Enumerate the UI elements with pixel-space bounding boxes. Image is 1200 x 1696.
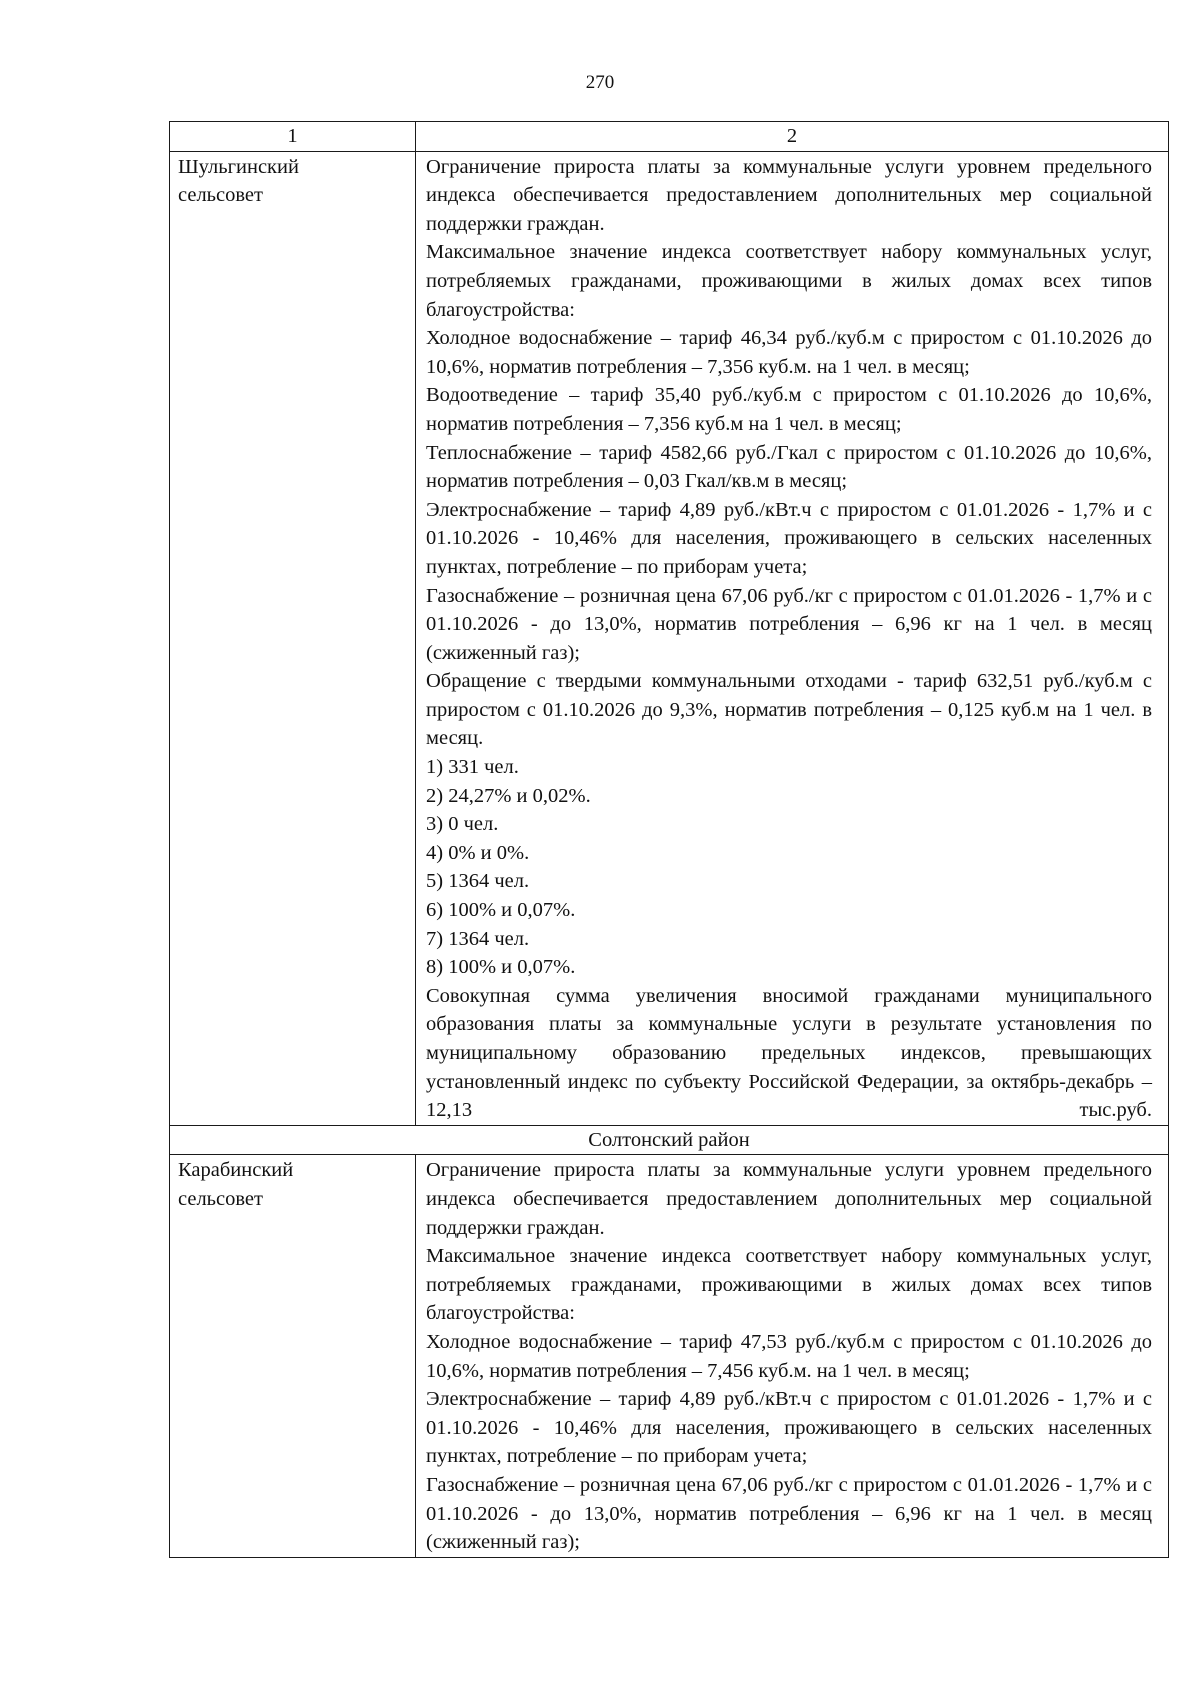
text-paragraph: Электроснабжение – тариф 4,89 руб./кВт.ч с приростом с 01.01.2026 - 1,7% и с 01.10.2026 - 10,46% для населения, проживающего в сельских населенных пунктах, потребление – по приборам учета; xyxy=(426,498,1152,578)
text-paragraph: Электроснабжение – тариф 4,89 руб./кВт.ч с приростом с 01.01.2026 - 1,7% и с 01.10.2026 - 10,46% для населения, проживающего в сельских населенных пунктах, потребление – по приборам учета; xyxy=(426,1388,1152,1468)
page-number: 270 xyxy=(585,72,615,93)
list-item: 3) 0 чел. xyxy=(426,813,499,836)
text-paragraph: Ограничение прироста платы за коммунальные услуги уровнем предельного индекса обеспечивается предоставлением дополнительных мер социальной поддержки граждан. xyxy=(426,1159,1152,1239)
list-item: 4) 0% и 0%. xyxy=(426,841,530,864)
list-item: 6) 100% и 0,07%. xyxy=(426,899,576,922)
municipality-name-line: Карабинский xyxy=(178,1159,294,1182)
municipality-cell xyxy=(170,151,416,1125)
text-paragraph: Максимальное значение индекса соответствует набору коммунальных услуг, потребляемых гражданами, проживающими в жилых домах всех типов благоустройства: xyxy=(426,241,1152,321)
region-heading: Солтонский район xyxy=(170,1125,1169,1155)
summary-paragraph: Совокупная сумма увеличения вносимой гражданами муниципального образования платы за коммунальные услуги в результате установления по муниципальному образованию предельных индексов, превышающих установленный индекс по субъекту Российской Федерации, за октябрь-декабрь – 12,13 тыс.руб. xyxy=(426,984,1152,1122)
description-cell xyxy=(416,1155,1169,1557)
text-paragraph: Обращение с твердыми коммунальными отходами - тариф 632,51 руб./куб.м с приростом с 01.10.2026 до 9,3%, норматив потребления – 0,125 куб.м на 1 чел. в месяц. xyxy=(426,670,1152,750)
table-row-karabinsky xyxy=(170,1155,1169,1557)
region-row xyxy=(170,1125,1169,1155)
text-paragraph: Теплоснабжение – тариф 4582,66 руб./Гкал с приростом с 01.10.2026 до 10,6%, норматив потребления – 0,03 Гкал/кв.м в месяц; xyxy=(426,441,1152,493)
list-item: 2) 24,27% и 0,02%. xyxy=(426,784,591,807)
municipality-name-line: сельсовет xyxy=(178,1187,263,1210)
table-header-row xyxy=(170,122,1169,152)
list-item: 5) 1364 чел. xyxy=(426,870,530,893)
text-paragraph: Ограничение прироста платы за коммунальные услуги уровнем предельного индекса обеспечивается предоставлением дополнительных мер социальной поддержки граждан. xyxy=(426,155,1152,235)
column-header-1: 1 xyxy=(170,122,416,152)
text-paragraph: Газоснабжение – розничная цена 67,06 руб./кг с приростом с 01.01.2026 - 1,7% и с 01.10.2026 - до 13,0%, норматив потребления – 6,96 кг на 1 чел. в месяц (сжиженный газ); xyxy=(426,584,1152,664)
list-item: 7) 1364 чел. xyxy=(426,927,530,950)
list-item: 1) 331 чел. xyxy=(426,756,519,779)
text-paragraph: Холодное водоснабжение – тариф 46,34 руб./куб.м с приростом с 01.10.2026 до 10,6%, норматив потребления – 7,356 куб.м. на 1 чел. в месяц; xyxy=(426,327,1152,378)
document-table xyxy=(169,121,1169,1558)
municipality-name-line: сельсовет xyxy=(178,184,263,207)
text-paragraph: Холодное водоснабжение – тариф 47,53 руб./куб.м с приростом с 01.10.2026 до 10,6%, норматив потребления – 7,456 куб.м. на 1 чел. в месяц; xyxy=(426,1330,1152,1382)
description-cell xyxy=(416,151,1169,1125)
text-paragraph: Газоснабжение – розничная цена 67,06 руб./кг с приростом с 01.01.2026 - 1,7% и с 01.10.2026 - до 13,0%, норматив потребления – 6,96 кг на 1 чел. в месяц (сжиженный газ); xyxy=(426,1473,1152,1554)
text-paragraph: Водоотведение – тариф 35,40 руб./куб.м с приростом с 01.10.2026 до 10,6%, норматив потребления – 7,356 куб.м на 1 чел. в месяц; xyxy=(426,384,1152,435)
municipality-cell xyxy=(170,1155,416,1557)
column-header-2: 2 xyxy=(416,122,1169,152)
text-paragraph: Максимальное значение индекса соответствует набору коммунальных услуг, потребляемых гражданами, проживающими в жилых домах всех типов благоустройства: xyxy=(426,1245,1152,1325)
table-row-shulginsky xyxy=(170,151,1169,1125)
list-item: 8) 100% и 0,07%. xyxy=(426,956,576,979)
municipality-name-line: Шульгинский xyxy=(178,155,299,178)
